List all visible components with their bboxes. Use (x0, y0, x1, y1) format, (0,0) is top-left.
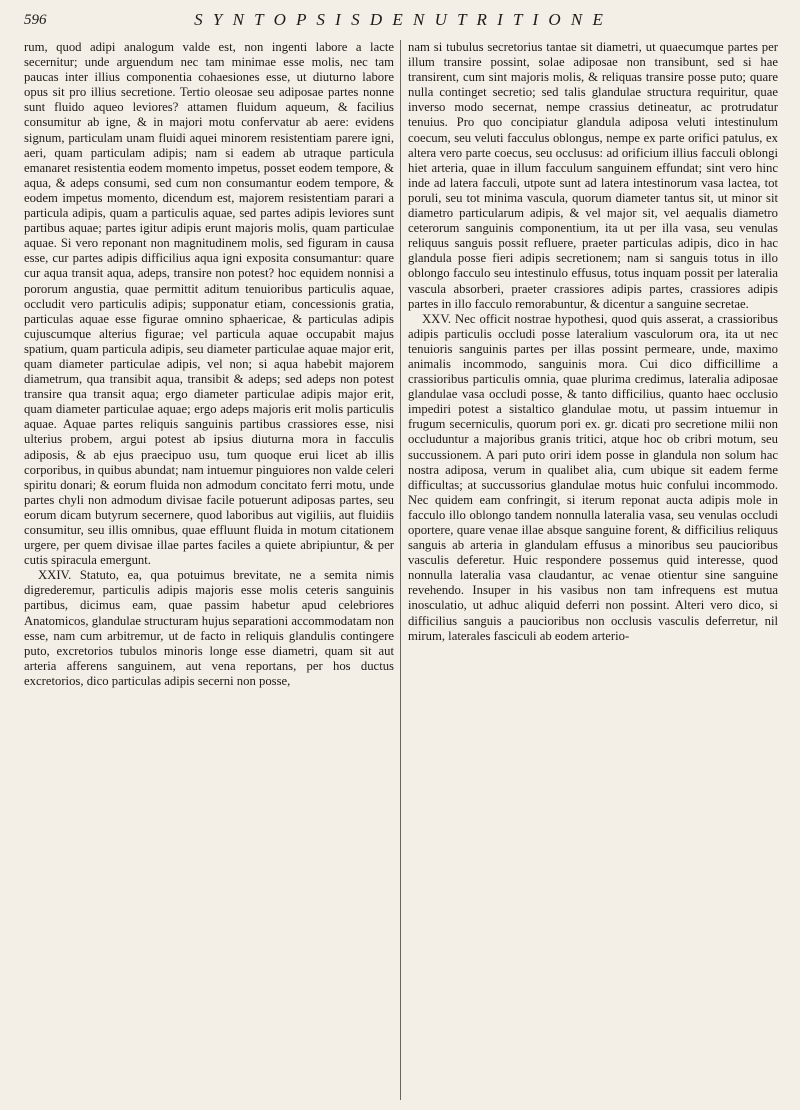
text-columns (24, 40, 788, 1100)
running-title: S Y N T O P S I S D E N U T R I T I O N E (194, 10, 606, 29)
left-column (24, 40, 394, 1100)
column-divider (400, 40, 401, 1100)
paragraph: XXIV. Statuto, ea, qua potuimus brevitate, ne a semita nimis digrederemur, particulis adipis majoris esse molis ceteris sanguinis partibus, dicimus eam, quae passim habetur apud celebriores Anatomicos, glandulae structuram hujus separationi accommodatam non esse, nam cum arbitremur, ut de facto in reliquis glandulis contingere puto, excretorios tubulos minoris longe esse diametri, quam sit aut arteria afferens sanguinem, aut vena reportans, per hos ductus excretorios, dico particulas adipis secerni non posse, (24, 568, 394, 688)
page-number: 596 (24, 12, 47, 28)
paragraph: rum, quod adipi analogum valde est, non ingenti labore a lacte secernitur; unde arguendum nec tam minimae esse molis, nec tam paucas inter illius componentia cohaesiones esse, ut diuturno labore opus sit pro illius secretione. Tertio oleosae seu adiposae partes nonne sunt fluido aqueo leviores? attamen fluidum aqueum, & facilius consumitur ab igne, & in majori motu confervatur ab aere: evidens signum, particulam unam fluidi aquei minorem resistentiam parere igni, aeri, quam particulam adipis; nam si eadem ab utraque particula emanaret resistentia eodem momento impetus, posset eodem tempore, & aqua, & adeps consumi, sed cum non consumantur eodem tempore, & eodem impetus momento, dicendum est, majorem resistentiam parari a particula adipis, quam a particulis aquae, sed partes adipis leviores sunt partibus aquae; partes igitur adipis erunt majoris molis, quam particulae aquae. Si vero reponant non magnitudinem molis, sed figuram in causa esse, cur partes adipis difficilius aqua igni exposita consumantur: quare cur aqua transit aqua, adeps, transire non potest? hoc equidem nonnisi a pororum angustia, quae permittit aditum tenuioribus particulis aquae, occludit vero particulis adipis; supponatur etiam, concessionis gratia, particulas aquae esse figurae omnino sphaericae, & particulas adipis cujuscumque alterius figurae; vel particula aquae occupabit majus spatium, quam particula adipis, seu diameter particulae aquae major erit, quam diameter particulae adipis, vel non; si aqua habebit majorem diametrum, qua transibit aqua, transibit & adeps; sed adeps non potest transire qua transit aqua; ergo diameter particulae adipis major erit, quam diameter particulae aquae; ergo adeps majoris erit molis particulis aquae. Aquae partes reliquis sanguinis partibus crassiores esse, nisi ulterius probem, argui potest ab ipsius diuturna mora in facculis adiposis, & ab ejus praecipuo usu, tum quoque erui licet ab illis corporibus, in quibus abundat; nam intuemur pinguiores non valde celeri spiritu donari; & eorum fluida non admodum concitato ferri motu, unde partes chyli non admodum divisae facile potuerunt adiposas partes, seu eorum dicam butyrum secernere, quod laboribus aut vigiliis, aut fluidiis consumitur, seu illis omnibus, quae effluunt fluida in motum citationem urgere, per quem divisae illae partes faciles a quiete abripiuntur, & per cutis spiracula emergunt. (24, 40, 394, 568)
right-column (408, 40, 778, 1100)
page-header (0, 10, 800, 34)
paragraph: XXV. Nec officit nostrae hypothesi, quod quis asserat, a crassioribus adipis particulis occludi posse lateralium vasculorum ora, ita ut nec tenuioris sanguinis partes per illas possint permeare, unde, maximo animalis incommodo, sanguinis mora. Cui dico difficillime a crassioribus particulis omnia, quae plurima credimus, lateralia adiposae glandulae vasa occludi posse, & tanto difficilius, quanto haec occlusio impediri potest a sistaltico glandulae motu, ut passim intuemur in frugum secerniculis, quorum pori ex. gr. dicati pro secretione milii non occluduntur a majoribus granis tritici, atque hoc ob cribri motum, seu succussionem. A pari puto oriri idem posse in glandula non solum hac nostra adiposa, verum in qualibet alia, cum ubique sit eadem ferme difficultas; at succussorius glandulae motus huic confului incommodo. Nec quidem eam confringit, si iterum reponat aucta adipis mole in facculo illo oblongo tandem nonnulla lateralia vasa, seu venulas occludi oportere, quare venae illae absque sanguine forent, & difficilius reliquus sanguis ab arteria in glandulam effusus a minoribus seu paucioribus vasculis deferetur. Huic respondere possemus quid interesse, quod nonnulla lateralia vasa claudantur, ac venae otientur sine sanguine revehendo. Insuper in his vasibus non tam infrequens est mutua inosculatio, ut adhuc aliquid deferri non possint. Alteri vero dico, si difficilius sanguis a paucioribus non occlusis vasculis deferretur, nil mirum, laterales fasciculi ab eodem arterio- (408, 311, 778, 643)
paragraph: nam si tubulus secretorius tantae sit diametri, ut quaecumque partes per illum transire possint, solae adiposae non transibunt, sed si hae transirent, cum sint majoris molis, & reliquas transire posse puto; quare nulla continget secretio; sed talis glandulae structura requiritur, quae inverso modo secernat, nempe crassius detineatur, ac protrudatur tenuius. Pro quo concipiatur glandula adiposa veluti intestinulum coecum, seu veluti facculus oblongus, nempe ex parte orifici patulus, ex altera vero parte coecus, seu occlusus: ad orificium illius facculi oblongi hiet arteria, quae in illum facculum sanguinem effundat; sint vero hinc inde ad latera facculi, utpote sunt ad latera intestinorum vasa lactea, tot poruli, seu tot minima vascula, quorum diameter tantus sit, ut minor sit diametro particularum adipis, & vel major sit, vel aequalis diametro ceterorum sanguinis componentium, ita ut per illa vasa, seu venulas reliquus sanguis possit refluere, praeter particulas adipis, dico in hac glandula posse fieri adipis secretionem; nam si sanguis totus in illo oblongo facculo seu intestinulo effusus, totus inquam possit per lateralia vascula absorberi, praeter crassiores adipis partes, crassiores adipis partes in illo facculo remorabuntur, & dicentur a sanguine secretae. (408, 40, 778, 311)
